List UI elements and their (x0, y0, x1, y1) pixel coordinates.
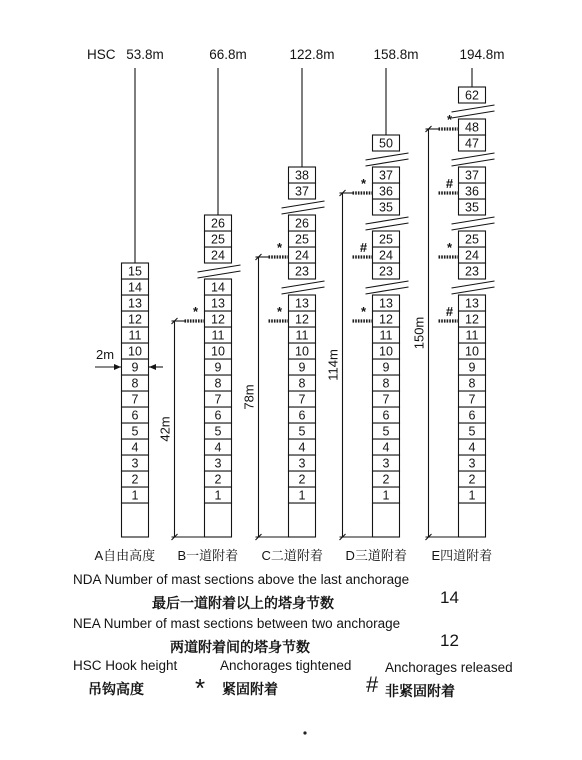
mast-section (205, 423, 232, 439)
mast-section-number: 5 (382, 424, 390, 439)
mast-section-number: 12 (295, 312, 309, 327)
mast-section-number: 3 (468, 456, 476, 471)
mast-section-number: 6 (298, 408, 306, 423)
mast-section (373, 487, 400, 503)
mast-section-number: 11 (295, 328, 309, 343)
legend-nea-value: 12 (440, 631, 459, 650)
mast-section-number: 5 (468, 424, 476, 439)
mast-section-number: 6 (382, 408, 390, 423)
mast-section (459, 135, 486, 151)
mast-section (459, 183, 486, 199)
mast-section-number: 25 (211, 232, 225, 247)
mast-section (289, 439, 316, 455)
mast-section-number: 10 (295, 344, 309, 359)
mast-section (122, 343, 149, 359)
mast-section-number: 4 (468, 440, 476, 455)
mast-section-number: 3 (131, 456, 139, 471)
anchorage-tightened-symbol: * (446, 112, 453, 127)
legend-tightened-symbol: * (195, 673, 206, 703)
mast-section (122, 391, 149, 407)
mast-section (459, 487, 486, 503)
mast-section-number: 7 (468, 392, 476, 407)
mast-section (373, 423, 400, 439)
mast-base (459, 503, 486, 537)
mast-section-number: 11 (211, 328, 225, 343)
mast-section (122, 263, 149, 279)
mast-section (205, 327, 232, 343)
mast-section-number: 11 (465, 328, 479, 343)
mast-section-number: 3 (382, 456, 390, 471)
mast-section (373, 167, 400, 183)
mast-section-number: 10 (128, 344, 142, 359)
anchorage-tightened-symbol: * (276, 240, 283, 255)
mast-section-number: 8 (468, 376, 476, 391)
mast-section-number: 12 (128, 312, 142, 327)
mast-section (373, 407, 400, 423)
mast-section (205, 343, 232, 359)
mast-section (289, 231, 316, 247)
mast-base (122, 503, 149, 537)
mast-section (459, 167, 486, 183)
anchorage-height-label: 78m (241, 384, 257, 410)
mast-section (122, 455, 149, 471)
mast-section-number: 8 (382, 376, 390, 391)
mast-section (122, 327, 149, 343)
legend-nea-text: NEA Number of mast sections between two anchorage (73, 616, 401, 631)
hook-height-label: 53.8m (126, 47, 164, 62)
mast-section (205, 231, 232, 247)
mast-section-number: 4 (382, 440, 390, 455)
mast-section (459, 423, 486, 439)
mast-section (205, 295, 232, 311)
mast-section (459, 87, 486, 103)
mast-section-number: 35 (465, 200, 479, 215)
mast-section-number: 5 (131, 424, 139, 439)
mast-section (459, 119, 486, 135)
mast-section-number: 7 (131, 392, 139, 407)
mast-section-number: 50 (379, 136, 393, 151)
mast-section-number: 23 (295, 264, 309, 279)
mast-section-number: 3 (214, 456, 222, 471)
anchorage-height-label: 42m (157, 416, 173, 442)
mast-section-number: 7 (382, 392, 390, 407)
legend-nda-chinese: 最后一道附着以上的塔身节数 (152, 595, 334, 611)
mast-section-number: 11 (379, 328, 393, 343)
mast-section (459, 343, 486, 359)
mast-section (459, 359, 486, 375)
mast-section-number: 36 (379, 184, 393, 199)
mast-section (459, 199, 486, 215)
mast-section-number: 13 (295, 296, 309, 311)
mast-section-number: 9 (298, 360, 306, 375)
anchorage-released-symbol: # (445, 304, 454, 319)
mast-section-number: 9 (382, 360, 390, 375)
mast-section (459, 375, 486, 391)
mast-section (289, 247, 316, 263)
mast-section (122, 423, 149, 439)
mast-section (459, 247, 486, 263)
mast-section (289, 471, 316, 487)
mast-section-number: 7 (214, 392, 222, 407)
mast-section (459, 391, 486, 407)
mast-section (205, 375, 232, 391)
mast-section (205, 439, 232, 455)
mast-section (373, 359, 400, 375)
mast-section-number: 2 (131, 472, 139, 487)
mast-section (289, 375, 316, 391)
mast-section-number: 8 (131, 376, 139, 391)
legend-released-chinese: 非紧固附着 (385, 683, 455, 699)
mast-section-number: 8 (298, 376, 306, 391)
anchorage-height-label: 114m (325, 349, 341, 381)
mast-section-number: 26 (295, 216, 309, 231)
mast-section (122, 359, 149, 375)
legend-nea-chinese: 两道附着间的塔身节数 (170, 639, 310, 655)
mast-section-number: 10 (379, 344, 393, 359)
mast-section (289, 327, 316, 343)
mast-section-number: 11 (128, 328, 142, 343)
anchorage-tightened-symbol: * (446, 240, 453, 255)
mast-section-number: 8 (214, 376, 222, 391)
mast-section (373, 455, 400, 471)
hook-height-label: 158.8m (373, 47, 419, 62)
mast-section (373, 199, 400, 215)
mast-section-number: 13 (128, 296, 142, 311)
mast-section-number: 38 (295, 168, 309, 183)
mast-section-number: 24 (465, 248, 479, 263)
mast-section-number: 1 (382, 488, 390, 503)
mast-section (122, 407, 149, 423)
mast-section-number: 14 (211, 280, 225, 295)
mast-section (122, 311, 149, 327)
mast-section (289, 311, 316, 327)
mast-base (289, 503, 316, 537)
mast-section-number: 7 (298, 392, 306, 407)
mast-section-number: 10 (211, 344, 225, 359)
mast-section (459, 455, 486, 471)
mast-section (205, 215, 232, 231)
mast-section (289, 391, 316, 407)
legend-hsc-text: HSC Hook height (73, 658, 178, 673)
mast-section (459, 327, 486, 343)
configuration-caption: A自由高度 (94, 548, 156, 563)
mast-section-number: 25 (465, 232, 479, 247)
mast-section-number: 25 (379, 232, 393, 247)
mast-section-number: 4 (131, 440, 139, 455)
mast-section-number: 1 (131, 488, 139, 503)
mast-section (205, 311, 232, 327)
mast-section (122, 375, 149, 391)
mast-section (289, 263, 316, 279)
legend-nda-text: NDA Number of mast sections above the last anchorage (73, 572, 410, 587)
mast-section (459, 439, 486, 455)
anchorage-height-label: 150m (411, 316, 427, 350)
mast-section (289, 407, 316, 423)
mast-section-number: 12 (465, 312, 479, 327)
mast-section-number: 4 (298, 440, 306, 455)
mast-section (205, 359, 232, 375)
mast-section-number: 2 (382, 472, 390, 487)
mast-section-number: 13 (211, 296, 225, 311)
mast-section (289, 487, 316, 503)
mast-section-number: 12 (211, 312, 225, 327)
mast-section-number: 36 (465, 184, 479, 199)
mast-section-number: 12 (379, 312, 393, 327)
anchorage-tightened-symbol: * (276, 304, 283, 319)
mast-section-number: 37 (295, 184, 309, 199)
mast-section-number: 13 (465, 296, 479, 311)
mast-section (122, 295, 149, 311)
legend-hsc-chinese: 吊钩高度 (88, 681, 144, 697)
mast-section (289, 455, 316, 471)
mast-section (205, 407, 232, 423)
mast-section (373, 471, 400, 487)
mast-section (122, 471, 149, 487)
mast-section-number: 62 (465, 88, 479, 103)
mast-section (289, 295, 316, 311)
hook-height-label: 194.8m (459, 47, 505, 62)
configuration-caption: E四道附着 (431, 548, 493, 563)
mast-section-number: 4 (214, 440, 222, 455)
mast-section-number: 6 (468, 408, 476, 423)
mast-section-number: 37 (379, 168, 393, 183)
mast-section (373, 295, 400, 311)
hook-height-label: 66.8m (209, 47, 247, 62)
mast-section-number: 1 (298, 488, 306, 503)
mast-section-number: 48 (465, 120, 479, 135)
configuration-caption: C二道附着 (261, 548, 323, 563)
configuration-caption: D三道附着 (345, 548, 407, 563)
mast-section (459, 231, 486, 247)
anchorage-tightened-symbol: * (360, 176, 367, 191)
mast-section (205, 247, 232, 263)
anchorage-released-symbol: # (445, 176, 454, 191)
mast-section (205, 471, 232, 487)
mast-section-number: 2 (214, 472, 222, 487)
mast-section (459, 295, 486, 311)
mast-section (289, 359, 316, 375)
mast-section (373, 343, 400, 359)
mast-section-number: 14 (128, 280, 142, 295)
mast-section (373, 327, 400, 343)
mast-section (205, 391, 232, 407)
legend-released-text: Anchorages released (385, 660, 513, 675)
mast-section-number: 15 (128, 264, 142, 279)
mast-section-number: 5 (298, 424, 306, 439)
mast-section-number: 47 (465, 136, 479, 151)
configuration-caption: B一道附着 (177, 548, 239, 563)
hook-height-label: 122.8m (289, 47, 335, 62)
mast-section (205, 455, 232, 471)
mast-section (373, 231, 400, 247)
mast-section (289, 215, 316, 231)
mast-section-number: 24 (295, 248, 309, 263)
mast-section-number: 25 (295, 232, 309, 247)
mast-base (373, 503, 400, 537)
mast-section (373, 439, 400, 455)
mast-section (122, 279, 149, 295)
mast-section (122, 439, 149, 455)
mast-section (459, 471, 486, 487)
mast-width-label: 2m (95, 347, 115, 362)
hook-height-header: HSC (87, 47, 116, 62)
mast-section (373, 247, 400, 263)
mast-section-number: 35 (379, 200, 393, 215)
mast-section (373, 135, 400, 151)
mast-section (373, 311, 400, 327)
legend-tightened-text: Anchorages tightened (220, 658, 352, 673)
mast-section-number: 23 (465, 264, 479, 279)
mast-section-number: 6 (214, 408, 222, 423)
anchorage-released-symbol: # (359, 240, 368, 255)
mast-section-number: 9 (468, 360, 476, 375)
scan-speck (303, 731, 306, 734)
mast-section-number: 9 (214, 360, 222, 375)
mast-section (289, 343, 316, 359)
mast-section (205, 279, 232, 295)
mast-section-number: 24 (379, 248, 393, 263)
mast-section-number: 9 (131, 360, 139, 375)
legend-released-symbol: # (366, 672, 379, 697)
mast-section-number: 6 (131, 408, 139, 423)
legend-tightened-chinese: 紧固附着 (222, 681, 278, 697)
mast-section (373, 391, 400, 407)
mast-section-number: 10 (465, 344, 479, 359)
anchorage-tightened-symbol: * (360, 304, 367, 319)
mast-section-number: 2 (468, 472, 476, 487)
mast-section (373, 183, 400, 199)
mast-section (122, 487, 149, 503)
mast-section-number: 13 (379, 296, 393, 311)
mast-section-number: 24 (211, 248, 225, 263)
mast-section (205, 487, 232, 503)
mast-section-number: 2 (298, 472, 306, 487)
mast-section (289, 183, 316, 199)
mast-section (459, 311, 486, 327)
mast-section (459, 407, 486, 423)
mast-section (373, 263, 400, 279)
mast-section-number: 5 (214, 424, 222, 439)
mast-section (459, 263, 486, 279)
mast-base (205, 503, 232, 537)
mast-section-number: 23 (379, 264, 393, 279)
mast-section-number: 26 (211, 216, 225, 231)
mast-section-number: 1 (214, 488, 222, 503)
mast-section-number: 3 (298, 456, 306, 471)
legend-nda-value: 14 (440, 588, 459, 607)
mast-section (289, 423, 316, 439)
mast-section-number: 1 (468, 488, 476, 503)
mast-section (373, 375, 400, 391)
mast-section-number: 37 (465, 168, 479, 183)
mast-section (289, 167, 316, 183)
anchorage-tightened-symbol: * (192, 304, 199, 319)
